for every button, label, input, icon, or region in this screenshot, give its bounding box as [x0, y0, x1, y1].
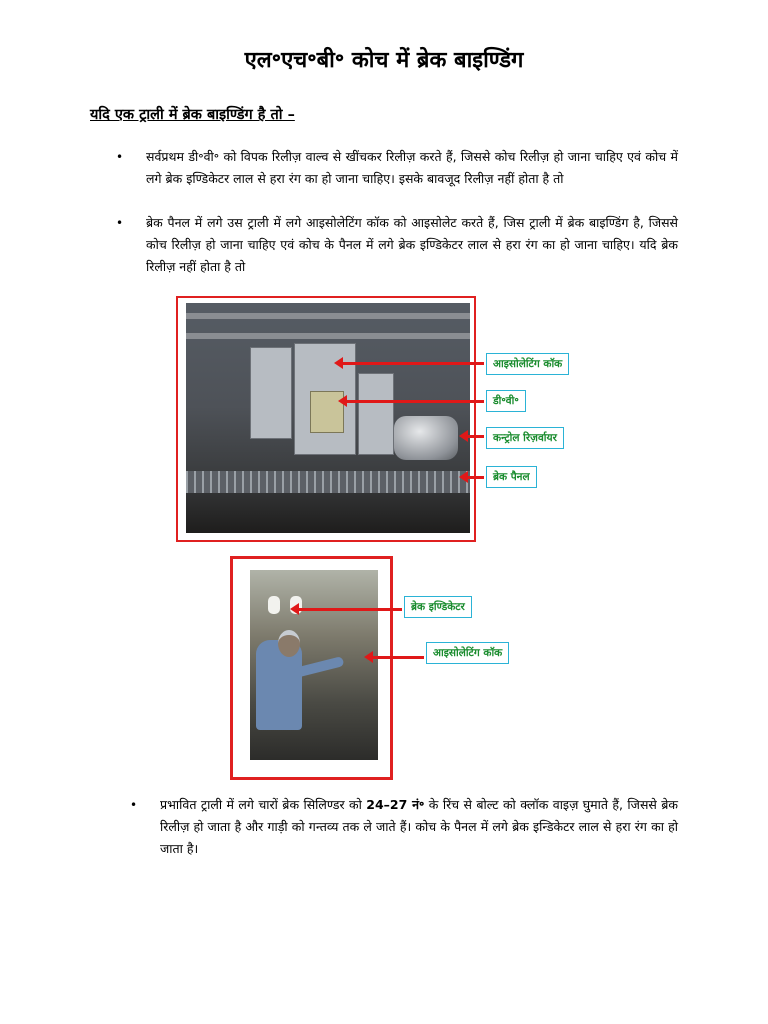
photo-rail: [186, 333, 470, 339]
reservoir-tank: [394, 416, 458, 460]
arrow-brake-panel: [467, 476, 484, 479]
label-isolating-cock-2: आइसोलेटिंग कॉक: [426, 642, 509, 664]
label-control-reservoir: कन्ट्रोल रिज़र्वायर: [486, 427, 564, 449]
bullet-dot-icon: •: [130, 798, 138, 812]
bullet-item-3: [130, 794, 678, 860]
photo-rail: [186, 313, 470, 319]
indicator-lamp: [268, 596, 280, 614]
worker-head: [278, 630, 300, 657]
bullet-text-1: सर्वप्रथम डी॰वी॰ को विपक रिलीज़ वाल्व से खींचकर रिलीज़ करते हैं, जिससे कोच रिलीज़ हो जाना चाहिए एवं कोच में लगे ब्रेक इण्डिकेटर लाल से हरा रंग का हो जाना चाहिए। इसके बावजूद रिलीज़ नहीं होता है तो: [146, 149, 678, 186]
bullet-text-3-end: के रिंच से बोल्ट को क्लॉक वाइज़ घुमाते हैं, जिससे ब्रेक रिलीज़ हो जाता है और गाड़ी को गन्तव्य तक ले जाते हैं। कोच के पैनल में लगे ब्रेक इन्डिकेटर लाल से हरा रंग का हो जाता है।: [160, 797, 678, 856]
bullet-text-3-start: प्रभावित ट्राली में लगे चारों ब्रेक सिलिण्डर को: [160, 797, 367, 812]
panel-box: [250, 347, 292, 439]
arrow-brake-indicator: [298, 608, 402, 611]
wrench-size: 24–27 नं॰: [366, 797, 425, 812]
section-heading: यदि एक ट्राली में ब्रेक बाइण्डिंग है तो –: [90, 107, 295, 123]
brake-panel-photo: [186, 303, 470, 533]
bullet-item-2: [116, 212, 678, 278]
bullet-dot-icon: •: [116, 216, 124, 230]
label-brake-indicator: ब्रेक इण्डिकेटर: [404, 596, 472, 618]
label-dv: डी॰वी॰: [486, 390, 526, 412]
arrow-dv: [346, 400, 484, 403]
arrow-control-reservoir: [467, 435, 484, 438]
bullet-text-2: ब्रेक पैनल में लगे उस ट्राली में लगे आइसोलेटिंग कॉक को आइसोलेट करते हैं, जिस ट्राली में ब्रेक बाइण्डिंग है, जिससे कोच रिलीज़ हो जाना चाहिए एवं कोच के पैनल में लगे ब्रेक इण्डिकेटर लाल से हरा रंग का हो जाना चाहिए। यदि ब्रेक रिलीज़ नहीं होता है तो: [146, 215, 678, 274]
page-title: एल॰एच॰बी॰ कोच में ब्रेक बाइण्डिंग: [244, 48, 524, 73]
arrow-isolating-cock-2: [372, 656, 424, 659]
label-brake-panel: ब्रेक पैनल: [486, 466, 537, 488]
brake-indicator-photo: [250, 570, 378, 760]
arrow-isolating-cock: [342, 362, 484, 365]
label-isolating-cock: आइसोलेटिंग कॉक: [486, 353, 569, 375]
bullet-dot-icon: •: [116, 150, 124, 164]
bullet-item-1: [116, 146, 678, 190]
panel-box: [358, 373, 394, 455]
photo-grating: [186, 471, 470, 493]
